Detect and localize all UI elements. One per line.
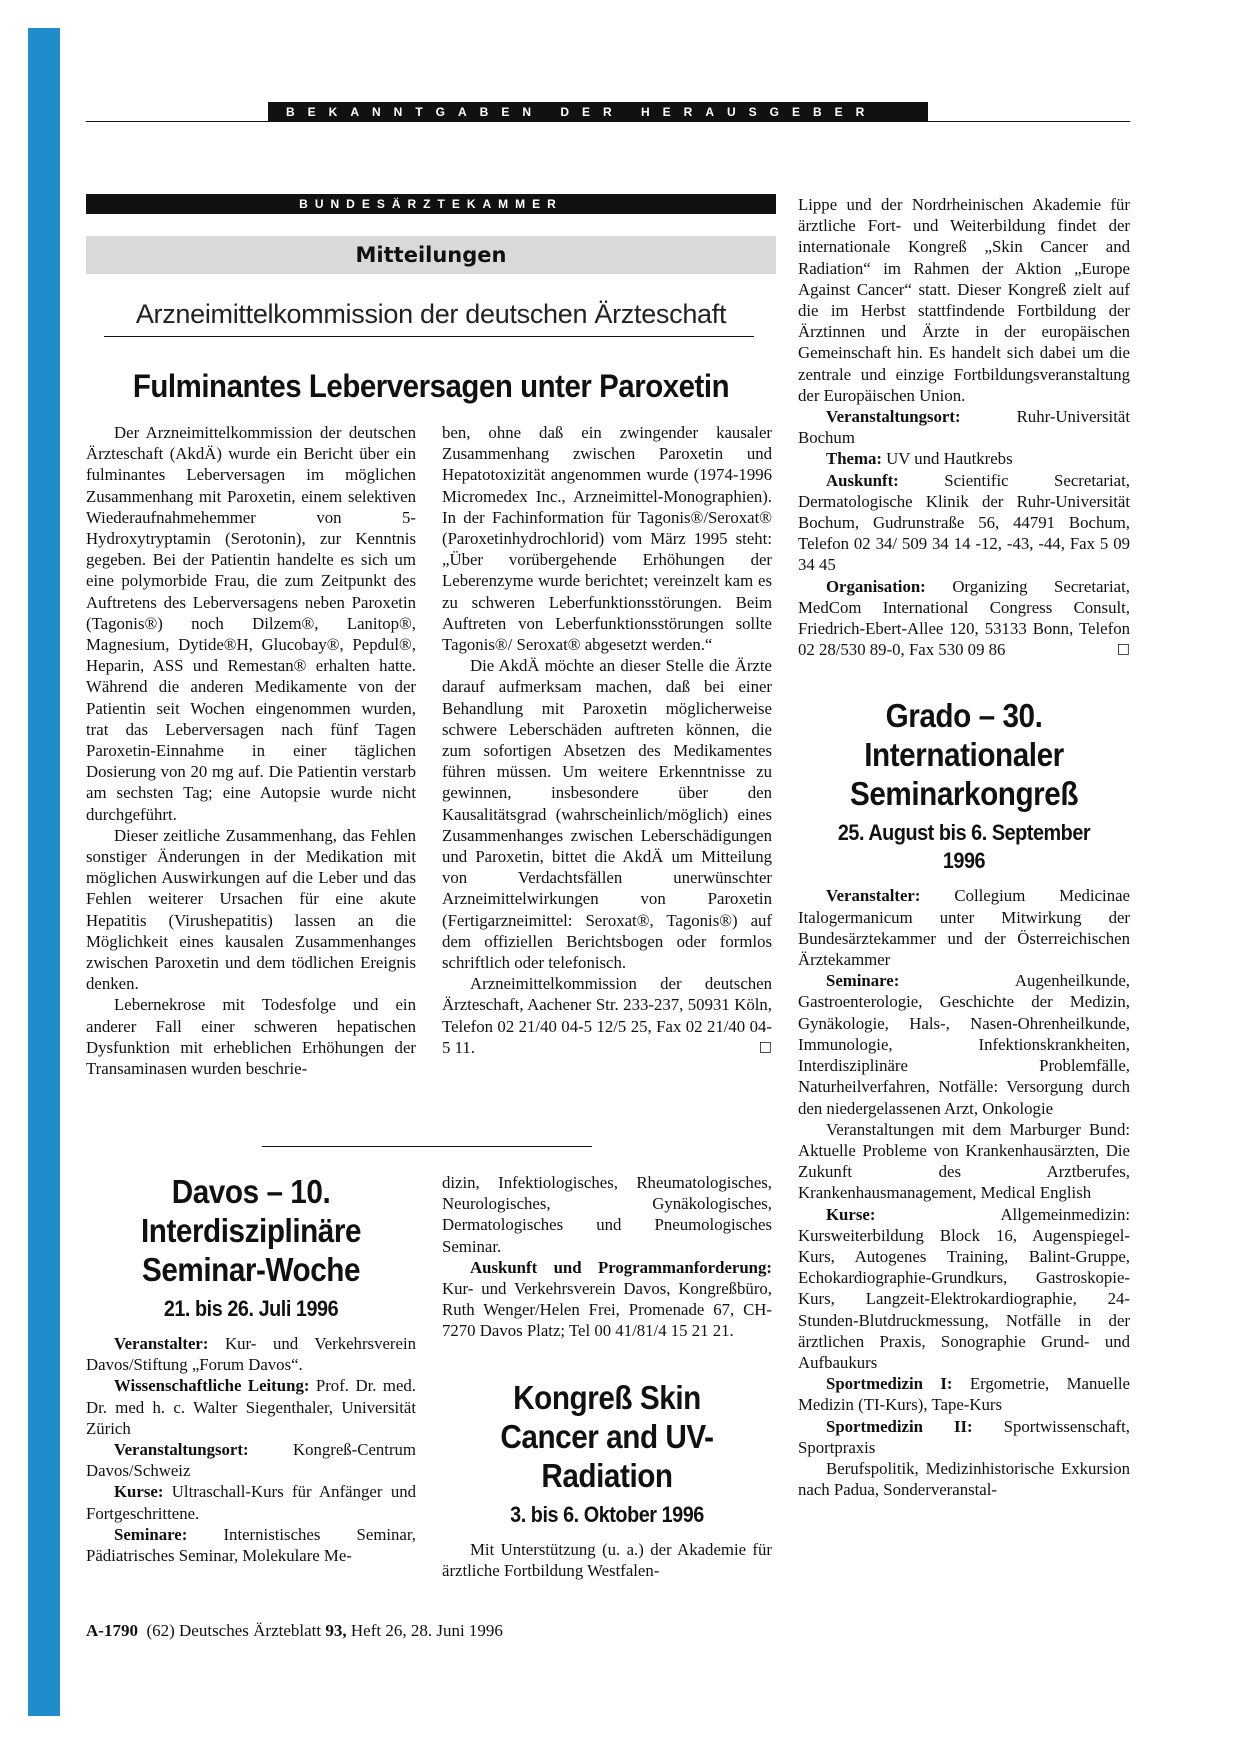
info-label: Auskunft und Programmanforderung:	[470, 1257, 772, 1277]
info-text: Organizing Secretariat, MedCom International Congress Consult, Friedrich-Ebert-Allee 120, 53133 Bonn, Telefon 02 28/530 89-0, Fax 530 09 86	[798, 576, 1130, 660]
info-text: Ultraschall-Kurs für Anfänger und Fortgeschrittene.	[86, 1482, 416, 1523]
article-paragraph: Lebernekrose mit Todesfolge und ein anderer Fall einer schweren hepatischen Dysfunktion mit erheblichen Erhöhungen der Transaminasen wurden beschrie-	[86, 995, 416, 1079]
info-label: Veranstaltungsort:	[826, 407, 961, 427]
middle-lower-column	[442, 1172, 772, 1581]
mitteilungen-heading: Mitteilungen	[86, 236, 776, 274]
info-item	[798, 470, 1130, 576]
end-mark: □	[1116, 641, 1130, 658]
grado-title: Grado – 30. Internationaler Seminarkongreß	[849, 697, 1079, 813]
davos-item	[86, 1439, 416, 1481]
citation-pre: (62) Deutsches Ärzteblatt	[146, 1621, 322, 1640]
info-label: Thema:	[826, 449, 882, 469]
article-paragraph: Der Arzneimittelkommission der deutschen Ärzteschaft (AkdÄ) wurde ein Bericht über ein fulminantes Leberversagen im möglichen Zusammenhang mit Paroxetin, einem selektiven Wiederaufnahmehemmer von 5-Hydroxytryptamin (Serotonin), zur Kenntnis gegeben. Bei der Patientin handelte es sich um eine polymorbide Frau, die zum Zeitpunkt des Auftretens des Leberversagens neben Paroxetin (Tagonis®) noch Dilzem®, Lanitop®, Magnesium, Dytide®H, Glucobay®, Pepdul®, Heparin, ASS und Remestan® erhalten hatte. Während die anderen Medikamente von der Patientin seit Wochen eingenommen wurden, trat das Leberversagen nach fünf Tagen Paroxetin-Einnahme in einer täglichen Dosierung von 20 mg auf. Die Patientin verstarb am sechsten Tag; eine Autopsie wurde nicht durchgeführt.	[86, 423, 416, 824]
davos-title: Davos – 10. Interdisziplinäre Seminar-Woche	[140, 1173, 362, 1288]
info-label: Veranstalter:	[114, 1334, 209, 1353]
grado-item	[798, 970, 1130, 1118]
davos-item	[86, 1524, 416, 1566]
article-column-1	[86, 422, 416, 1079]
info-text: Kur- und Verkehrsverein Davos/Stiftung „Forum Davos“.	[86, 1334, 416, 1375]
info-item	[798, 406, 1130, 448]
citation-post: Heft 26, 28. Juni 1996	[350, 1621, 503, 1640]
grado-date: 25. August bis 6. September 1996	[837, 820, 1091, 874]
info-text: Collegium Medicinae Italogermanicum unter Mitwirkung der Bundesärztekammer und der Österreichischen Ärztekammer	[798, 886, 1130, 970]
end-mark: □	[758, 1038, 772, 1055]
article-end-rule	[262, 1146, 592, 1147]
article-paragraph	[442, 973, 772, 1058]
info-text: Berufspolitik, Medizinhistorische Exkursion nach Padua, Sonderveranstal-	[798, 1458, 1130, 1500]
davos-item	[86, 1481, 416, 1523]
info-text: Ruhr-Universität Bochum	[798, 407, 1130, 448]
citation-volume: 93,	[325, 1621, 347, 1640]
info-text: Veranstaltungen mit dem Marburger Bund: Aktuelle Probleme von Krankenhausärzten, Die Zukunft des Arztberufes, Krankenhausmanagement, Medical English	[798, 1119, 1130, 1203]
davos-item	[86, 1333, 416, 1375]
info-label: Sportmedizin I:	[826, 1374, 953, 1394]
article-paragraph: Dieser zeitliche Zusammenhang, das Fehlen sonstiger Änderungen in der Medikation mit möglichen Auswirkungen auf die Leber und das Fehlen weiterer Ursachen für eine akute Hepatitis (Virushepatitis) lassen an die Möglichkeit eines kausalen Zusammenhanges zwischen Paroxetin und dem tödlichen Ereignis denken.	[86, 825, 416, 994]
info-text: Kongreß-Centrum Davos/Schweiz	[86, 1440, 416, 1481]
info-label: Veranstalter:	[826, 886, 921, 906]
info-label: Veranstaltungsort:	[114, 1440, 249, 1460]
info-label: Kurse:	[114, 1482, 164, 1502]
org-rule	[104, 336, 754, 337]
info-item	[798, 448, 1130, 469]
davos-item	[86, 1375, 416, 1439]
organization-heading: Arzneimittelkommission der deutschen Ärzteschaft	[135, 299, 727, 329]
davos-date: 21. bis 26. Juli 1996	[163, 1296, 339, 1321]
grado-item	[798, 1119, 1130, 1204]
info-text: Allgemeinmedizin: Kursweiterbildung Block 16, Augenspiegel-Kurs, Autogenes Training, Balint-Gruppe, Echokardiographie-Grundkurs, Gastroskopie-Kurs, Langzeit-Elektrokardiographie, 24-Stunden-Blutdruckmessung, Notfälle in der ärztlichen Praxis, Sonographie Grund- und Aufbaukurs	[798, 1204, 1130, 1372]
grado-item	[798, 1416, 1130, 1458]
grado-item	[798, 1204, 1130, 1374]
page-footer	[86, 1620, 503, 1642]
page-number: A-1790	[86, 1621, 138, 1640]
grado-item	[798, 1373, 1130, 1415]
grado-item	[798, 885, 1130, 970]
header-band: BEKANNTGABEN DER HERAUSGEBER	[268, 102, 928, 122]
davos-continued: dizin, Infektiologisches, Rheumatologisches, Neurologisches, Gynäkologisches, Dermatologisches und Pneumologisches Seminar.	[442, 1173, 772, 1256]
contact-text: Arzneimittelkommission der deutschen Ärzteschaft, Aachener Str. 233-237, 50931 Köln, Telefon 02 21/40 04-5 12/5 25, Fax 02 21/40 04-5 11.	[442, 974, 772, 1057]
skin-cancer-date: 3. bis 6. Oktober 1996	[510, 1501, 704, 1527]
sidebar-stripe	[28, 28, 60, 1716]
info-label: Sportmedizin II:	[826, 1416, 973, 1436]
davos-item	[442, 1257, 772, 1342]
skin-cancer-text: Mit Unterstützung (u. a.) der Akademie für ärztliche Fortbildung Westfalen-	[442, 1539, 772, 1580]
info-label: Organisation:	[826, 576, 926, 596]
article-title: Fulminantes Leberversagen unter Paroxetin	[132, 368, 730, 404]
info-text: Augenheilkunde, Gastroenterologie, Geschichte der Medizin, Gynäkologie, Hals-, Nasen-Ohrenheilkunde, Immunologie, Infektionskrankheiten, Interdisziplinäre Problemfälle, Naturheilverfahren, Notfälle: Versorgung durch den niedergelassenen Arzt, Onkologie	[798, 971, 1130, 1118]
info-text: Scientific Secretariat, Dermatologische Klinik der Ruhr-Universität Bochum, Gudrunstraße 56, 44791 Bochum, Telefon 02 34/ 509 34 14 -12, -43, -44, Fax 5 09 34 45	[798, 470, 1130, 575]
article-paragraph: ben, ohne daß ein zwingender kausaler Zusammenhang zwischen Paroxetin und Hepatotoxizität angenommen wurde (1974-1996 Micromedex Inc., Arzneimittel-Monographien). In der Fachinformation für Tagonis®/Seroxat® (Paroxetinhydrochlorid) vom März 1995 steht: „Über vorübergehende Erhöhungen der Leberenzyme wurde berichtet; vereinzelt kam es zu schweren Leberfunktionsstörungen. Beim Auftreten von Leberfunktionsstörungen sollte Tagonis®/ Seroxat® abgesetzt werden.“	[442, 423, 772, 655]
info-text: Ergometrie, Manuelle Medizin (TI-Kurs), Tape-Kurs	[798, 1374, 1130, 1415]
info-text: Internistisches Seminar, Pädiatrisches Seminar, Molekulare Me-	[86, 1524, 416, 1566]
skin-cancer-intro: Lippe und der Nordrheinischen Akademie für ärztliche Fort- und Weiterbildung findet der internationale Kongreß „Skin Cancer and Radiation“ im Rahmen der Aktion „Europe Against Cancer“ statt. Dieser Kongreß zielt auf die im Herbst stattfindende Fortbildung der Ärztinnen und Ärzte in der europäischen Gemeinschaft hin. Es handelt sich dabei um die zentrale und einzige Fortbildungsveranstaltung der Europäischen Union.	[798, 195, 1130, 405]
section-band: BUNDESÄRZTEKAMMER	[86, 194, 776, 214]
info-label: Wissenschaftliche Leitung:	[114, 1376, 310, 1396]
info-text: Kur- und Verkehrsverein Davos, Kongreßbüro, Ruth Wenger/Helen Frei, Promenade 67, CH-7270 Davos Platz; Tel 00 41/81/4 15 21 21.	[442, 1279, 772, 1341]
info-label: Auskunft:	[826, 470, 899, 490]
davos-column	[86, 1172, 416, 1566]
info-text: Prof. Dr. med. Dr. med h. c. Walter Siegenthaler, Universität Zürich	[86, 1376, 416, 1438]
article-paragraph: Die AkdÄ möchte an dieser Stelle die Ärzte darauf aufmerksam machen, daß bei einer Behandlung mit Paroxetin möglicherweise schwere Leberschäden auftreten können, die zum sofortigen Absetzen des Medikamentes führen müssen. Um weitere Erkenntnisse zu gewinnen, insbesondere über den Kausalitätsgrad (wahrscheinlich/möglich) eines Zusammenhanges zwischen Leberschädigungen und Paroxetin, bittet die AkdÄ um Mitteilung von Verdachtsfällen unerwünschter Arzneimittelwirkungen von Paroxetin (Fertigarzneimittel: Seroxat®, Tagonis®) auf dem offiziellen Berichtsbogen oder formlos schriftlich oder telefonisch.	[442, 656, 772, 973]
info-text: Sportwissenschaft, Sportpraxis	[798, 1416, 1130, 1457]
info-item	[798, 576, 1130, 661]
info-text: UV und Hautkrebs	[886, 449, 1013, 469]
skin-cancer-title: Kongreß Skin Cancer and UV-Radiation	[500, 1378, 714, 1494]
info-label: Kurse:	[826, 1204, 876, 1224]
grado-item	[798, 1458, 1130, 1500]
right-column	[798, 194, 1130, 1500]
info-label: Seminare:	[826, 971, 900, 991]
article-column-2	[442, 422, 772, 1058]
info-label: Seminare:	[114, 1524, 188, 1544]
